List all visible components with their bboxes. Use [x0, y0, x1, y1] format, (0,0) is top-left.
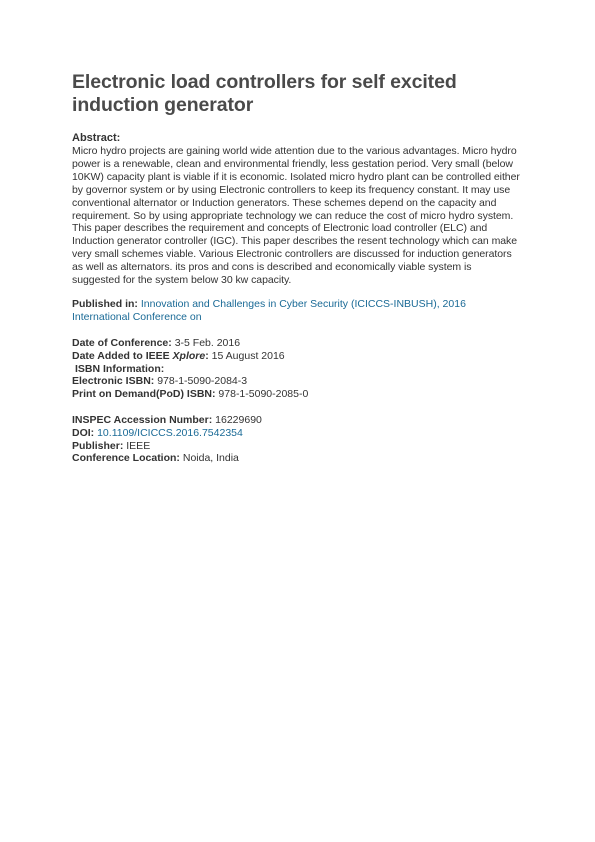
electronic-isbn-label: Electronic ISBN: [72, 375, 155, 388]
date-added-row [72, 350, 522, 363]
doi-label: DOI: [72, 426, 95, 439]
electronic-isbn-row [72, 375, 522, 388]
inspec-label: INSPEC Accession Number: [72, 413, 213, 426]
inspec-value: 16229690 [215, 413, 262, 426]
isbn-info-row [72, 363, 522, 376]
date-of-conference-row [72, 337, 522, 350]
published-in-link[interactable]: Innovation and Challenges in Cyber Security (ICICCS-INBUSH), 2016 International Conference on [72, 297, 466, 323]
details-section [72, 414, 522, 465]
date-added-label-prefix: Date Added to IEEE [72, 349, 173, 362]
abstract-section [72, 132, 522, 287]
abstract-label: Abstract: [72, 132, 121, 144]
publisher-value: IEEE [126, 439, 151, 452]
paper-title: Electronic load controllers for self excited induction generator [72, 71, 457, 116]
pod-isbn-value: 978-1-5090-2085-0 [218, 388, 309, 401]
published-in-section [72, 298, 522, 324]
date-added-value: 15 August 2016 [211, 349, 285, 362]
inspec-row [72, 414, 522, 427]
date-added-label-suffix: : [205, 349, 209, 362]
conference-location-value: Noida, India [182, 452, 239, 465]
doi-link[interactable]: 10.1109/ICICCS.2016.7542354 [97, 426, 243, 439]
published-in-label: Published in: [72, 297, 138, 310]
abstract-text: Micro hydro projects are gaining world wide attention due to the various advantages. Micro hydro power is a renewable, clean and environmental friendly, less gestation period. Very small (below 10KW) capacity plant is viable if it is economic. Isolated micro hydro plant can be controlled either by governor system or by using Electronic controllers to keep its frequency constant. It may use conventional alternator or Induction generators. These schemes depend on the capacity and requirement. So by using appropriate technology we can reduce the cost of micro hydro system. This paper describes the requirement and concepts of Electronic load controller (ELC) and Induction generator controller (IGC). This paper describes the resent technology which can make very small schemes viable. Various Electronic controllers are discussed for induction generators as well as alternators. its pros and cons is described and economically viable system is suggested for the system below 30 kw capacity. [72, 145, 520, 287]
date-added-label [72, 350, 209, 362]
doi-row [72, 427, 522, 440]
date-of-conference-value: 3-5 Feb. 2016 [174, 336, 241, 349]
xplore-brand: Xplore [172, 349, 206, 362]
pod-isbn-label: Print on Demand(PoD) ISBN: [72, 388, 216, 401]
conference-section [72, 337, 522, 401]
document-page [72, 71, 522, 465]
electronic-isbn-value: 978-1-5090-2084-3 [157, 375, 248, 388]
publisher-row [72, 440, 522, 453]
isbn-info-label: ISBN Information: [75, 362, 165, 375]
conference-location-row [72, 452, 522, 465]
conference-location-label: Conference Location: [72, 452, 180, 465]
date-of-conference-label: Date of Conference: [72, 336, 172, 349]
publisher-label: Publisher: [72, 439, 124, 452]
pod-isbn-row [72, 388, 522, 401]
